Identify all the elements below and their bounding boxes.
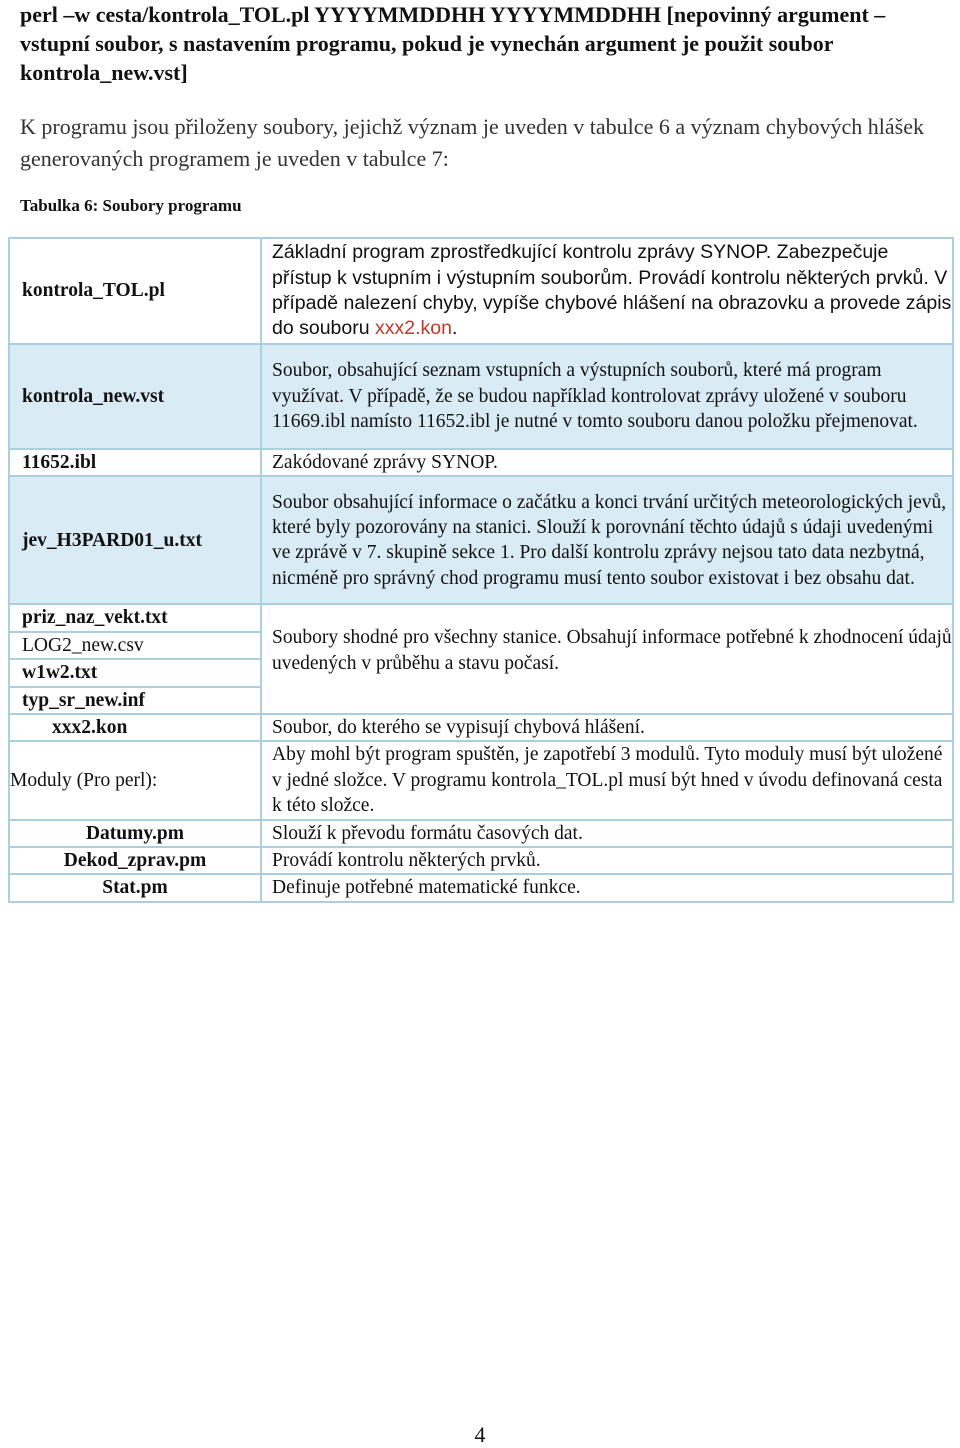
table-row: [9, 714, 953, 741]
table-row: [9, 741, 953, 819]
file-name-cell: typ_sr_new.inf: [9, 687, 261, 714]
file-name-cell: w1w2.txt: [9, 659, 261, 686]
file-description-cell: Soubor obsahující informace o začátku a konci trvání určitých meteorologických jevů, které byly pozorovány na stanici. Slouží k porovnání těchto údajů s údaji uvedenými ve zprávě v 7. skupině sekce 1. Pro další kontrolu zprávy nejsou tato data nezbytná, nicméně pro správný chod programu musí tento soubor existovat i bez obsahu dat.: [261, 476, 953, 604]
file-name-cell: jev_H3PARD01_u.txt: [9, 476, 261, 604]
intro-paragraph: K programu jsou přiloženy soubory, jejichž význam je uveden v tabulce 6 a význam chybových hlášek generovaných programem je uveden v tabulce 7:: [20, 114, 924, 171]
file-name-cell: kontrola_new.vst: [9, 344, 261, 449]
table-row: [9, 847, 953, 874]
file-name-cell: Datumy.pm: [9, 820, 261, 847]
page-number: 4: [474, 1422, 486, 1447]
table-caption: Tabulka 6: Soubory programu: [20, 196, 242, 215]
file-name-cell: LOG2_new.csv: [9, 632, 261, 659]
table-row: [9, 344, 953, 449]
table-row: [9, 476, 953, 604]
table-row: [9, 874, 953, 901]
file-name-cell: xxx2.kon: [9, 714, 261, 741]
file-description-cell: Soubor, obsahující seznam vstupních a výstupních souborů, které má program využívat. V případě, že se budou například kontrolovat zprávy uložené v souboru 11669.ibl namísto 11652.ibl je nutné v tomto souboru danou položku přejmenovat.: [261, 344, 953, 449]
command-syntax: perl –w cesta/kontrola_TOL.pl YYYYMMDDHH YYYYMMDDHH [nepovinný argument – vstupní soubor, s nastavením programu, pokud je vynechán argument je použit soubor kontrola_new.vst]: [20, 2, 886, 85]
table-row: [9, 238, 953, 344]
program-files-table: [8, 237, 954, 903]
file-description-cell: Soubory shodné pro všechny stanice. Obsahují informace potřebné k zhodnocení údajů uvedených v průběhu a stavu počasí.: [261, 604, 953, 714]
file-description-cell: Slouží k převodu formátu časových dat.: [261, 820, 953, 847]
table-row: [9, 449, 953, 476]
file-description-cell: Základní program zprostředkující kontrolu zprávy SYNOP. Zabezpečuje přístup k vstupním i výstupním souborům. Provádí kontrolu některých prvků. V případě nalezení chyby, vypíše chybové hlášení na obrazovku a provede zápis do souboru xxx2.kon.: [261, 238, 953, 344]
file-name-cell: 11652.ibl: [9, 449, 261, 476]
file-name-cell: Dekod_zprav.pm: [9, 847, 261, 874]
file-name-cell: kontrola_TOL.pl: [9, 238, 261, 344]
file-description-cell: Aby mohl být program spuštěn, je zapotřebí 3 modulů. Tyto moduly musí být uložené v jedné složce. V programu kontrola_TOL.pl musí být hned v úvodu definovaná cesta k této složce.: [261, 741, 953, 819]
table-row: [9, 604, 953, 631]
file-description-cell: Definuje potřebné matematické funkce.: [261, 874, 953, 901]
table-row: [9, 820, 953, 847]
file-description-cell: Soubor, do kterého se vypisují chybová hlášení.: [261, 714, 953, 741]
file-description-cell: Zakódované zprávy SYNOP.: [261, 449, 953, 476]
file-name-cell: Stat.pm: [9, 874, 261, 901]
reference-filename: xxx2.kon: [375, 317, 452, 340]
modules-heading-cell: Moduly (Pro perl):: [9, 741, 261, 819]
file-description-cell: Provádí kontrolu některých prvků.: [261, 847, 953, 874]
file-name-cell: priz_naz_vekt.txt: [9, 604, 261, 631]
